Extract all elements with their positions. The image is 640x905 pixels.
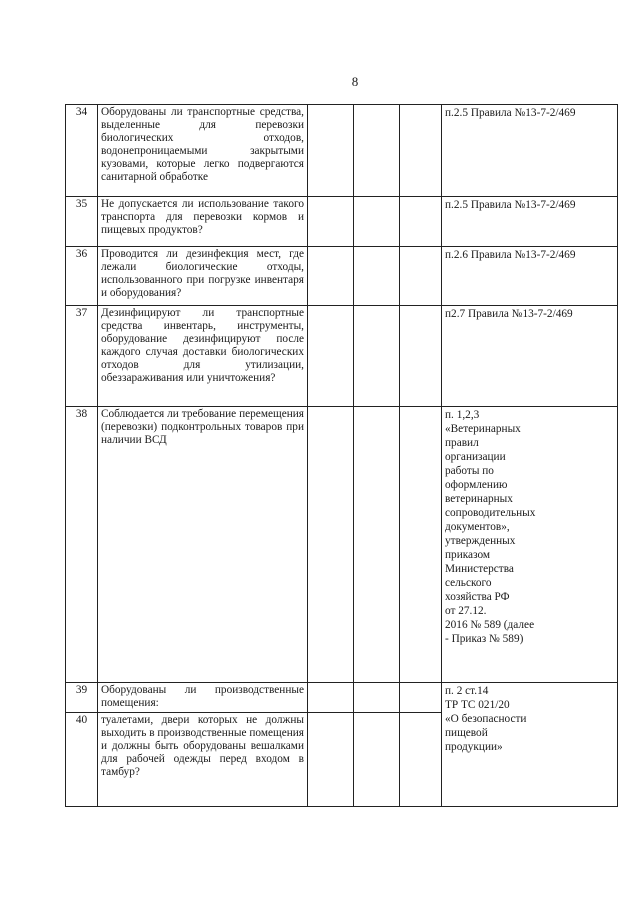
table-row — [66, 105, 618, 197]
answer-cell — [308, 306, 354, 407]
answer-cell — [308, 683, 354, 713]
row-number: 37 — [66, 306, 98, 407]
answer-cell — [400, 683, 442, 713]
answer-cell — [308, 105, 354, 197]
page-number: 8 — [351, 74, 359, 89]
reference-text: п. 1,2,3 «Ветеринарных правил организации работы по оформлению ветеринарных сопроводительных документов», утвержденных приказом Министерства сельского хозяйства РФ от 27.12. 2016 № 589 (далее - Приказ № 589) — [445, 409, 536, 645]
answer-cell — [400, 407, 442, 683]
answer-cell — [308, 407, 354, 683]
row-number: 35 — [66, 197, 98, 247]
table-row — [66, 683, 618, 713]
reference-text: п. 2 ст.14 ТР ТС 021/20 «О безопасности пищевой продукции» — [445, 685, 527, 753]
answer-cell — [308, 197, 354, 247]
question-cell: Оборудованы ли производственные помещения: — [98, 683, 308, 713]
reference-cell: п2.7 Правила №13-7-2/469 — [442, 306, 618, 407]
answer-cell — [308, 713, 354, 807]
table-row — [66, 306, 618, 407]
question-cell: туалетами, двери которых не должны выходить в производственные помещения и должны быть оборудованы вешалками для рабочей одежды перед входом в тамбур? — [98, 713, 308, 807]
answer-cell — [400, 713, 442, 807]
table-row — [66, 197, 618, 247]
question-cell: Соблюдается ли требование перемещения (перевозки) подконтрольных товаров при наличии ВСД — [98, 407, 308, 683]
answer-cell — [400, 306, 442, 407]
table-row — [66, 407, 618, 683]
answer-cell — [400, 105, 442, 197]
question-cell: Не допускается ли использование такого транспорта для перевозки кормов и пищевых продуктов? — [98, 197, 308, 247]
answer-cell — [354, 683, 400, 713]
reference-cell — [442, 407, 618, 683]
row-number: 39 — [66, 683, 98, 713]
table-row — [66, 247, 618, 306]
answer-cell — [400, 247, 442, 306]
answer-cell — [354, 713, 400, 807]
answer-cell — [354, 306, 400, 407]
row-number: 38 — [66, 407, 98, 683]
answer-cell — [400, 197, 442, 247]
question-cell: Проводится ли дезинфекция мест, где лежали биологические отходы, использованного при погрузке инвентаря и оборудования? — [98, 247, 308, 306]
answer-cell — [354, 407, 400, 683]
answer-cell — [354, 247, 400, 306]
answer-cell — [354, 197, 400, 247]
answer-cell — [354, 105, 400, 197]
reference-cell: п.2.5 Правила №13-7-2/469 — [442, 105, 618, 197]
row-number: 36 — [66, 247, 98, 306]
reference-cell — [442, 683, 618, 807]
reference-cell: п.2.6 Правила №13-7-2/469 — [442, 247, 618, 306]
reference-cell: п.2.5 Правила №13-7-2/469 — [442, 197, 618, 247]
answer-cell — [308, 247, 354, 306]
row-number: 40 — [66, 713, 98, 807]
question-cell: Оборудованы ли транспортные средства, выделенные для перевозки биологических отходов, водонепроницаемыми закрытыми кузовами, которые легко подвергаются санитарной обработке — [98, 105, 308, 197]
row-number: 34 — [66, 105, 98, 197]
question-cell: Дезинфицируют ли транспортные средства инвентарь, инструменты, оборудование дезинфицируют после каждого случая доставки биологических отходов для утилизации, обеззараживания или уничтожения? — [98, 306, 308, 407]
checklist-table — [65, 104, 618, 807]
